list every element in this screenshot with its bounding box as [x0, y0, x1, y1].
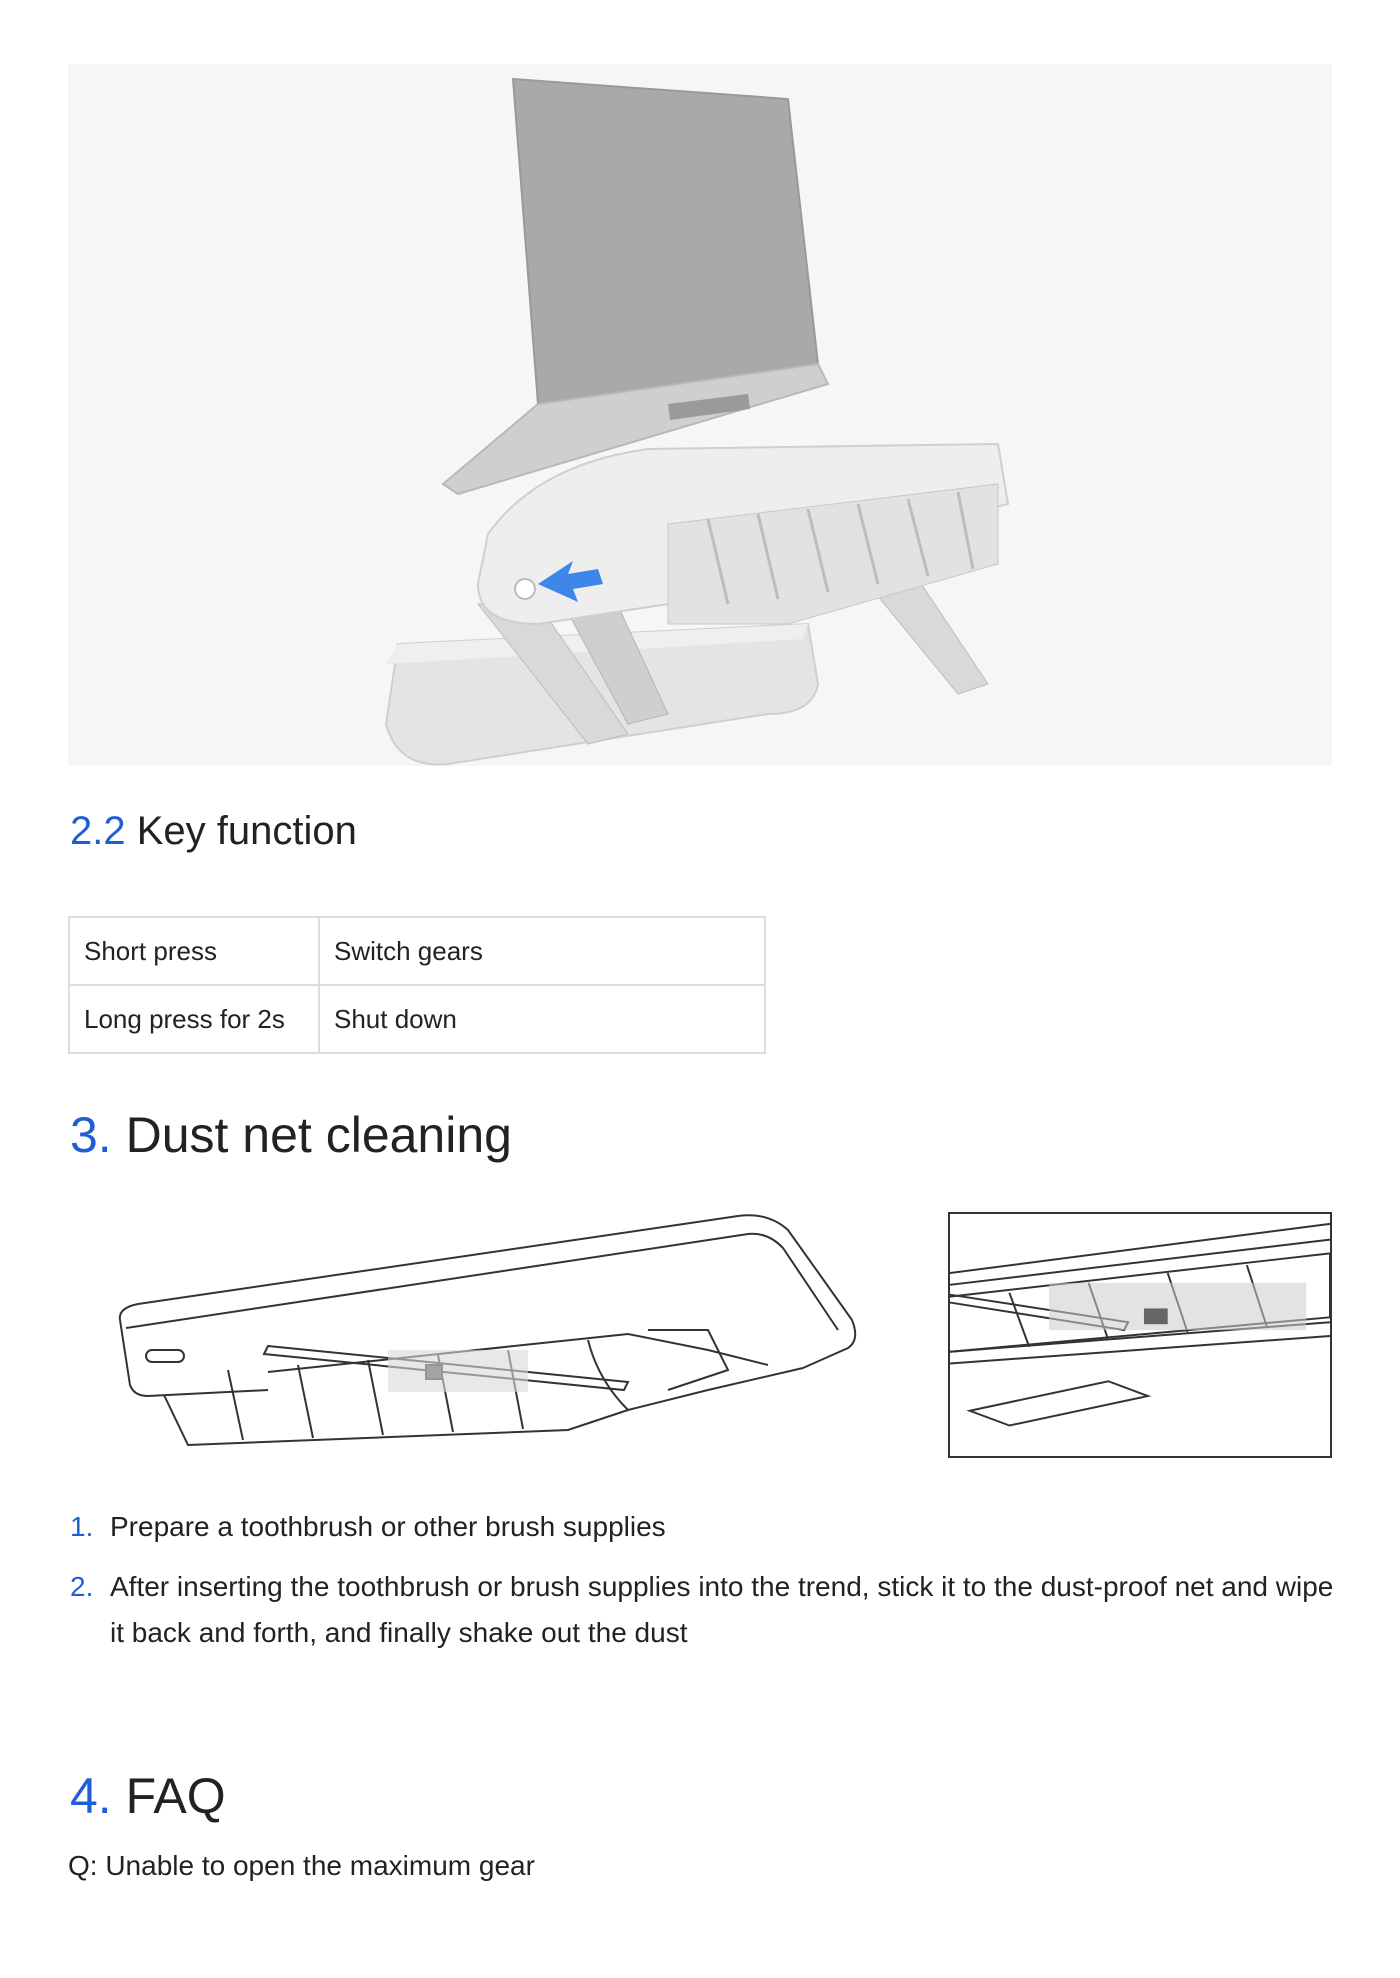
table-row	[69, 985, 765, 1053]
faq-question: Q: Unable to open the maximum gear	[68, 1850, 535, 1881]
section-number: 4.	[70, 1768, 112, 1824]
table-cell-action: Short press	[69, 917, 319, 985]
list-marker: 2.	[70, 1571, 94, 1602]
table-cell-result: Switch gears	[319, 917, 765, 985]
section-heading-faq	[70, 1765, 226, 1827]
laptop-stand-photo	[68, 64, 1332, 766]
cleaning-steps-list	[70, 1504, 1340, 1670]
step-text: After inserting the toothbrush or brush supplies into the trend, stick it to the dust-proof net and wipe it back and forth, and finally shake out the dust	[110, 1571, 1334, 1648]
dust-net-detail-drawing	[948, 1212, 1332, 1458]
section-title: FAQ	[125, 1768, 226, 1824]
list-item	[70, 1504, 1340, 1550]
section-number: 2.2	[70, 809, 126, 853]
list-marker: 1.	[70, 1511, 94, 1542]
section-heading-key-function	[70, 806, 357, 856]
list-item	[70, 1564, 1340, 1656]
key-function-table	[68, 916, 766, 1054]
step-text: Prepare a toothbrush or other brush supplies	[110, 1511, 666, 1542]
section-title: Key function	[136, 809, 357, 853]
table-cell-result: Shut down	[319, 985, 765, 1053]
section-number: 3.	[70, 1107, 112, 1163]
section-title: Dust net cleaning	[125, 1107, 512, 1163]
table-cell-action: Long press for 2s	[69, 985, 319, 1053]
dust-net-line-drawing	[68, 1200, 890, 1468]
table-row	[69, 917, 765, 985]
section-heading-dust-net-cleaning	[70, 1104, 512, 1166]
